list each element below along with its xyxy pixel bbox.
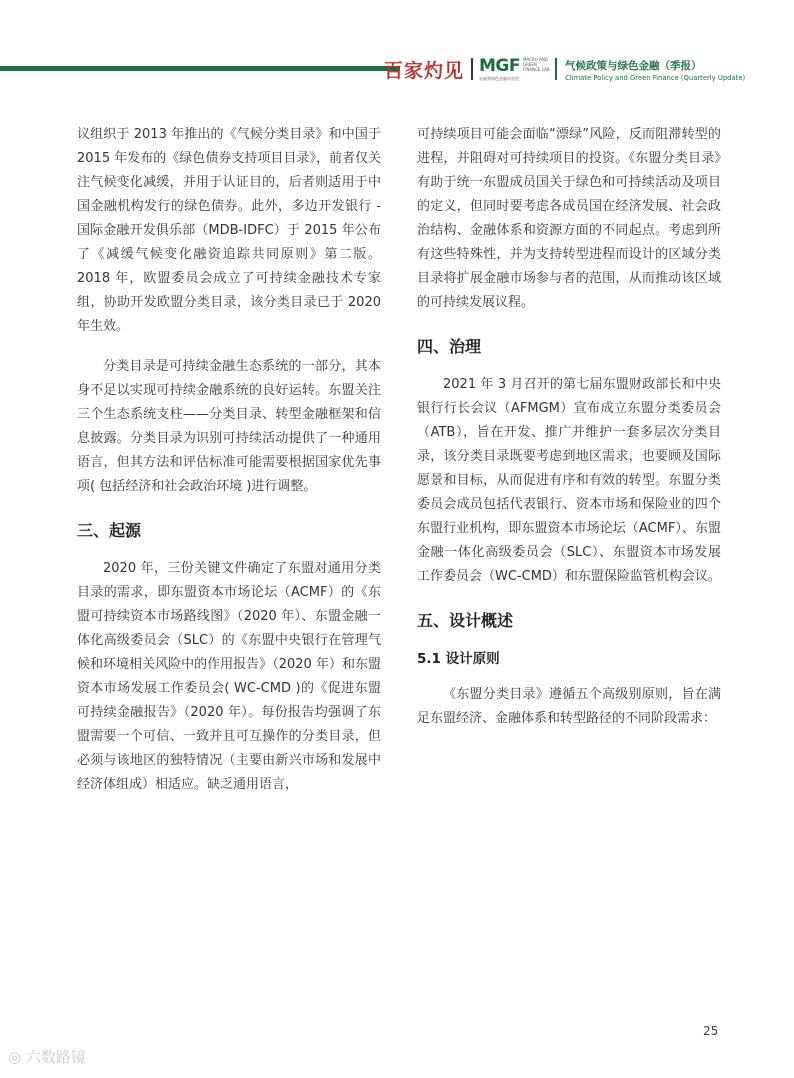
header-rule [0, 66, 400, 71]
paragraph: 可持续项目可能会面临“漂绿”风险，反而阻滞转型的进程，并阻碍对可持续项目的投资。《东盟分类目录》有助于统一东盟成员国关于绿色和可持续活动及项目的定义，但同时要考虑各成员国在经济发展、社会政治结构、金融体系和资源方面的不同起点。考虑到所有这些特殊性，并为支持转型进程而设计的区域分类目录将扩展金融市场参与者的范围，从而推动该区域的可持续发展议程。 [417, 127, 721, 310]
mgf-logo [479, 54, 553, 84]
right-column [417, 123, 721, 731]
brand-title: 百家灼见 [384, 60, 465, 82]
header-divider [471, 58, 473, 80]
paragraph: 《东盟分类目录》遵循五个高级别原则，旨在满足东盟经济、金融体系和转型路径的不同阶段需求： [417, 687, 721, 726]
watermark: ◎ 六数路镜 [8, 1048, 86, 1066]
mgf-logo-cn: 宏观和绿色金融实验室 [479, 76, 519, 81]
paragraph: 2020 年，三份关键文件确定了东盟对通用分类目录的需求，即东盟资本市场论坛（ACMF）的《东盟可持续资本市场路线图》（2020 年）、东盟金融一体化高级委员会（SLC）的《东盟中央银行在管理气候和环境相关风险中的作用报告》（2020 年）和东盟资本市场发展工作委员会( WC-CMD )的《促进东盟可持续金融报告》（2020 年）。每份报告均强调了东盟需要一个可信、一致并且可互操作的分类目录，但必须与该地区的独特情况（主要由新兴市场和发展中经济体组成）相适应。缺乏通用语言， [77, 561, 381, 792]
paragraph: 2021 年 3 月召开的第七届东盟财政部长和中央银行行长会议（AFMGM）宣布成立东盟分类委员会（ATB），旨在开发、推广并维护一套多层次分类目录，该分类目录既要考虑到地区需求，也要顾及国际愿景和目标，从而促进有序和有效的转型。东盟分类委员会成员包括代表银行、资本市场和保险业的四个东盟行业机构，即东盟资本市场论坛（ACMF）、东盟金融一体化高级委员会（SLC）、东盟资本市场发展工作委员会（WC-CMD）和东盟保险监管机构会议。 [417, 377, 721, 584]
section-heading-governance: 四、治理 [417, 337, 482, 356]
paragraph: 议组织于 2013 年推出的《气候分类目录》和中国于 2015 年发布的《绿色债券支持项目目录》，前者仅关注气候变化减缓，并用于认证目的，后者则适用于中国金融机构发行的绿色债券。此外，多边开发银行 - 国际金融开发俱乐部（MDB-IDFC）于 2015 年公布了《减缓气候变化融资追踪共同原则》第二版。2018 年，欧盟委员会成立了可持续金融技术专家组，协助开发欧盟分类目录，该分类目录已于 2020 年生效。 [77, 127, 381, 334]
paragraph: 分类目录是可持续金融生态系统的一部分，其本身不足以实现可持续金融系统的良好运转。东盟关注三个生态系统支柱——分类目录、转型金融框架和信息披露。分类目录为识别可持续活动提供了一种通用语言，但其方法和评估标准可能需要根据国家优先事项( 包括经济和社会政治环境 )进行调整。 [77, 359, 381, 494]
publication-title-cn: 气候政策与绿色金融（季报） [565, 60, 702, 72]
left-column [77, 123, 381, 797]
section-heading-origin: 三、起源 [77, 521, 142, 540]
page-header [384, 50, 774, 90]
header-divider-green [555, 58, 557, 80]
mgf-logo-subtitle: MACRO AND GREEN FINANCE LAB [523, 57, 550, 72]
publication-title-en: Climate Policy and Green Finance (Quarterly Update) [565, 74, 746, 82]
page-number: 25 [703, 1024, 719, 1038]
subsection-heading-principles: 5.1 设计原则 [417, 651, 500, 667]
section-heading-design: 五、设计概述 [417, 611, 514, 630]
mgf-logo-mark: MGF [479, 56, 520, 76]
